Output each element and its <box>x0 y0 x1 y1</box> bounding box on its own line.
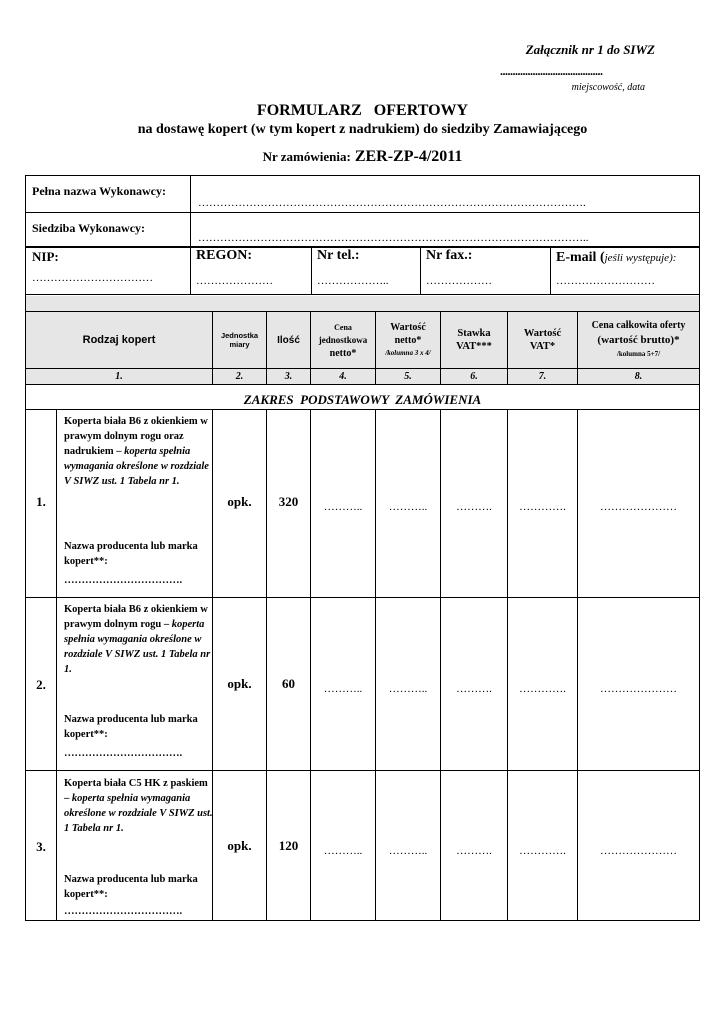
row-rate-field[interactable]: ………. <box>456 683 492 695</box>
row-net-field[interactable]: ……….. <box>388 683 428 695</box>
fax-label: Nr fax.: <box>426 248 473 263</box>
row-description-bold: Koperta biała B6 z okienkiem w prawym dolnym rogu oraz nadrukiem – <box>64 416 208 457</box>
header-total-c: /kolumna 5+7/ <box>616 350 661 358</box>
row-price-field[interactable]: ……….. <box>323 845 363 857</box>
header-net-c: /kolumna 3 x 4/ <box>385 348 431 357</box>
row-unit: opk. <box>227 676 252 691</box>
contractor-name-field[interactable]: ……………………………………………………………………………………………. <box>198 197 586 209</box>
header-rate-b: VAT*** <box>456 341 492 352</box>
row-vat-field[interactable]: …………. <box>519 501 566 513</box>
row-qty: 60 <box>282 676 295 691</box>
regon-field[interactable]: ………………… <box>196 275 273 287</box>
header-vat-b: VAT* <box>529 341 556 352</box>
contractor-seat-field[interactable]: …………………………………………………………………………………………….. <box>198 232 589 244</box>
contractor-name-label: Pełna nazwa Wykonawcy: <box>32 184 167 198</box>
header-price-a: Cena <box>334 322 352 332</box>
fax-field[interactable]: ……………… <box>426 275 492 287</box>
producer-label: Nazwa producenta lub marka kopert**: <box>64 541 198 567</box>
row-vat-field[interactable]: …………. <box>519 845 566 857</box>
header-unit <box>213 312 266 368</box>
email-note: jeśli występuje): <box>604 252 677 264</box>
header-qty-text: Ilość <box>277 334 300 346</box>
tel-field[interactable]: ……………….. <box>317 275 389 287</box>
producer-label: Nazwa producenta lub marka kopert**: <box>64 714 198 740</box>
header-rate-a: Stawka <box>457 328 491 339</box>
attachment-label: Załącznik nr 1 do SIWZ <box>525 42 655 57</box>
producer-field[interactable]: ……………………………. <box>64 748 183 759</box>
row-description-italic: koperta spełnia wymagania określone w rozdziale V SIWZ ust. 1 Tabela nr 1. <box>64 446 209 487</box>
header-vat-a: Wartość <box>523 328 562 339</box>
header-net <box>376 312 440 368</box>
header-price-c: netto* <box>329 347 357 359</box>
row-description-italic: koperta spełnia wymagania określone w rozdziale V SIWZ ust. 1 Tabela nr 1. <box>64 793 213 834</box>
row-rate-field[interactable]: ………. <box>456 501 492 513</box>
place-date-dots: ......................................... <box>500 64 603 78</box>
header-type <box>26 312 212 368</box>
row-description <box>64 776 214 836</box>
tel-label: Nr tel.: <box>317 248 360 263</box>
header-type-text: Rodzaj kopert <box>82 334 156 346</box>
header-net-a: Wartość <box>390 321 426 333</box>
order-number-line <box>0 148 725 166</box>
header-price <box>311 312 375 368</box>
nip-label: NIP: <box>32 249 59 264</box>
row-description <box>64 414 214 489</box>
row-description-bold: Koperta biała C5 HK z paskiem – <box>64 778 208 804</box>
row-rate-field[interactable]: ………. <box>456 845 492 857</box>
producer-field[interactable]: ……………………………. <box>64 575 183 586</box>
header-total <box>578 312 699 368</box>
header-total-b: (wartość brutto)* <box>597 334 680 346</box>
section-title: ZAKRES PODSTAWOWY ZAMÓWIENIA <box>243 391 482 407</box>
header-unit-b: miary <box>229 340 250 349</box>
email-field[interactable]: ……………………… <box>556 275 655 287</box>
order-label: Nr zamówienia: <box>262 149 351 164</box>
email-label-text: E-mail ( <box>556 250 605 265</box>
row-description <box>64 602 214 677</box>
row-unit: opk. <box>227 494 252 509</box>
regon-label: REGON: <box>196 248 252 263</box>
row-vat-field[interactable]: …………. <box>519 683 566 695</box>
nip-field[interactable]: …………………………… <box>32 272 153 284</box>
form-title: FORMULARZ OFERTOWY <box>256 102 469 119</box>
row-qty: 320 <box>278 494 299 509</box>
header-rate <box>441 312 507 368</box>
header-net-b: netto* <box>394 334 422 346</box>
col-number-6: 6. <box>470 371 478 382</box>
header-vat <box>508 312 577 368</box>
col-number-7: 7. <box>538 371 547 382</box>
row-number: 3. <box>36 839 46 854</box>
place-date-label: miejscowość, data <box>571 82 645 93</box>
row-number: 1. <box>36 494 46 509</box>
order-number: ZER-ZP-4/2011 <box>354 148 463 165</box>
row-price-field[interactable]: ……….. <box>323 683 363 695</box>
header-total-a: Cena całkowita oferty <box>591 320 686 331</box>
row-net-field[interactable]: ……….. <box>388 845 428 857</box>
row-number: 2. <box>36 677 46 692</box>
row-total-field[interactable]: ………………… <box>600 845 677 857</box>
row-total-field[interactable]: ………………… <box>600 683 677 695</box>
producer-field[interactable]: ……………………………. <box>64 906 183 917</box>
row-qty: 120 <box>278 838 299 853</box>
header-unit-a: Jednostka <box>220 331 259 340</box>
col-number-4: 4. <box>339 371 347 382</box>
row-description-italic: koperta spełnia wymagania określone w rozdziale V SIWZ ust. 1 Tabela nr 1. <box>64 619 211 675</box>
row-total-field[interactable]: ………………… <box>600 501 677 513</box>
row-unit: opk. <box>227 838 252 853</box>
header-price-b: jednostkowa <box>318 334 368 345</box>
producer-label: Nazwa producenta lub marka kopert**: <box>64 874 198 900</box>
form-subtitle: na dostawę kopert (w tym kopert z nadrukiem) do siedziby Zamawiającego <box>137 122 588 137</box>
col-number-1: 1. <box>115 371 123 382</box>
col-number-2: 2. <box>235 371 244 382</box>
email-label <box>556 248 676 266</box>
row-net-field[interactable]: ……….. <box>388 501 428 513</box>
row-description-bold: Koperta biała B6 z okienkiem w prawym dolnym rogu – <box>64 604 208 630</box>
col-number-8: 8. <box>634 371 643 382</box>
header-qty <box>267 312 310 368</box>
row-price-field[interactable]: ……….. <box>323 501 363 513</box>
contractor-seat-label: Siedziba Wykonawcy: <box>32 221 146 235</box>
col-number-3: 3. <box>284 371 293 382</box>
col-number-5: 5. <box>404 371 412 382</box>
